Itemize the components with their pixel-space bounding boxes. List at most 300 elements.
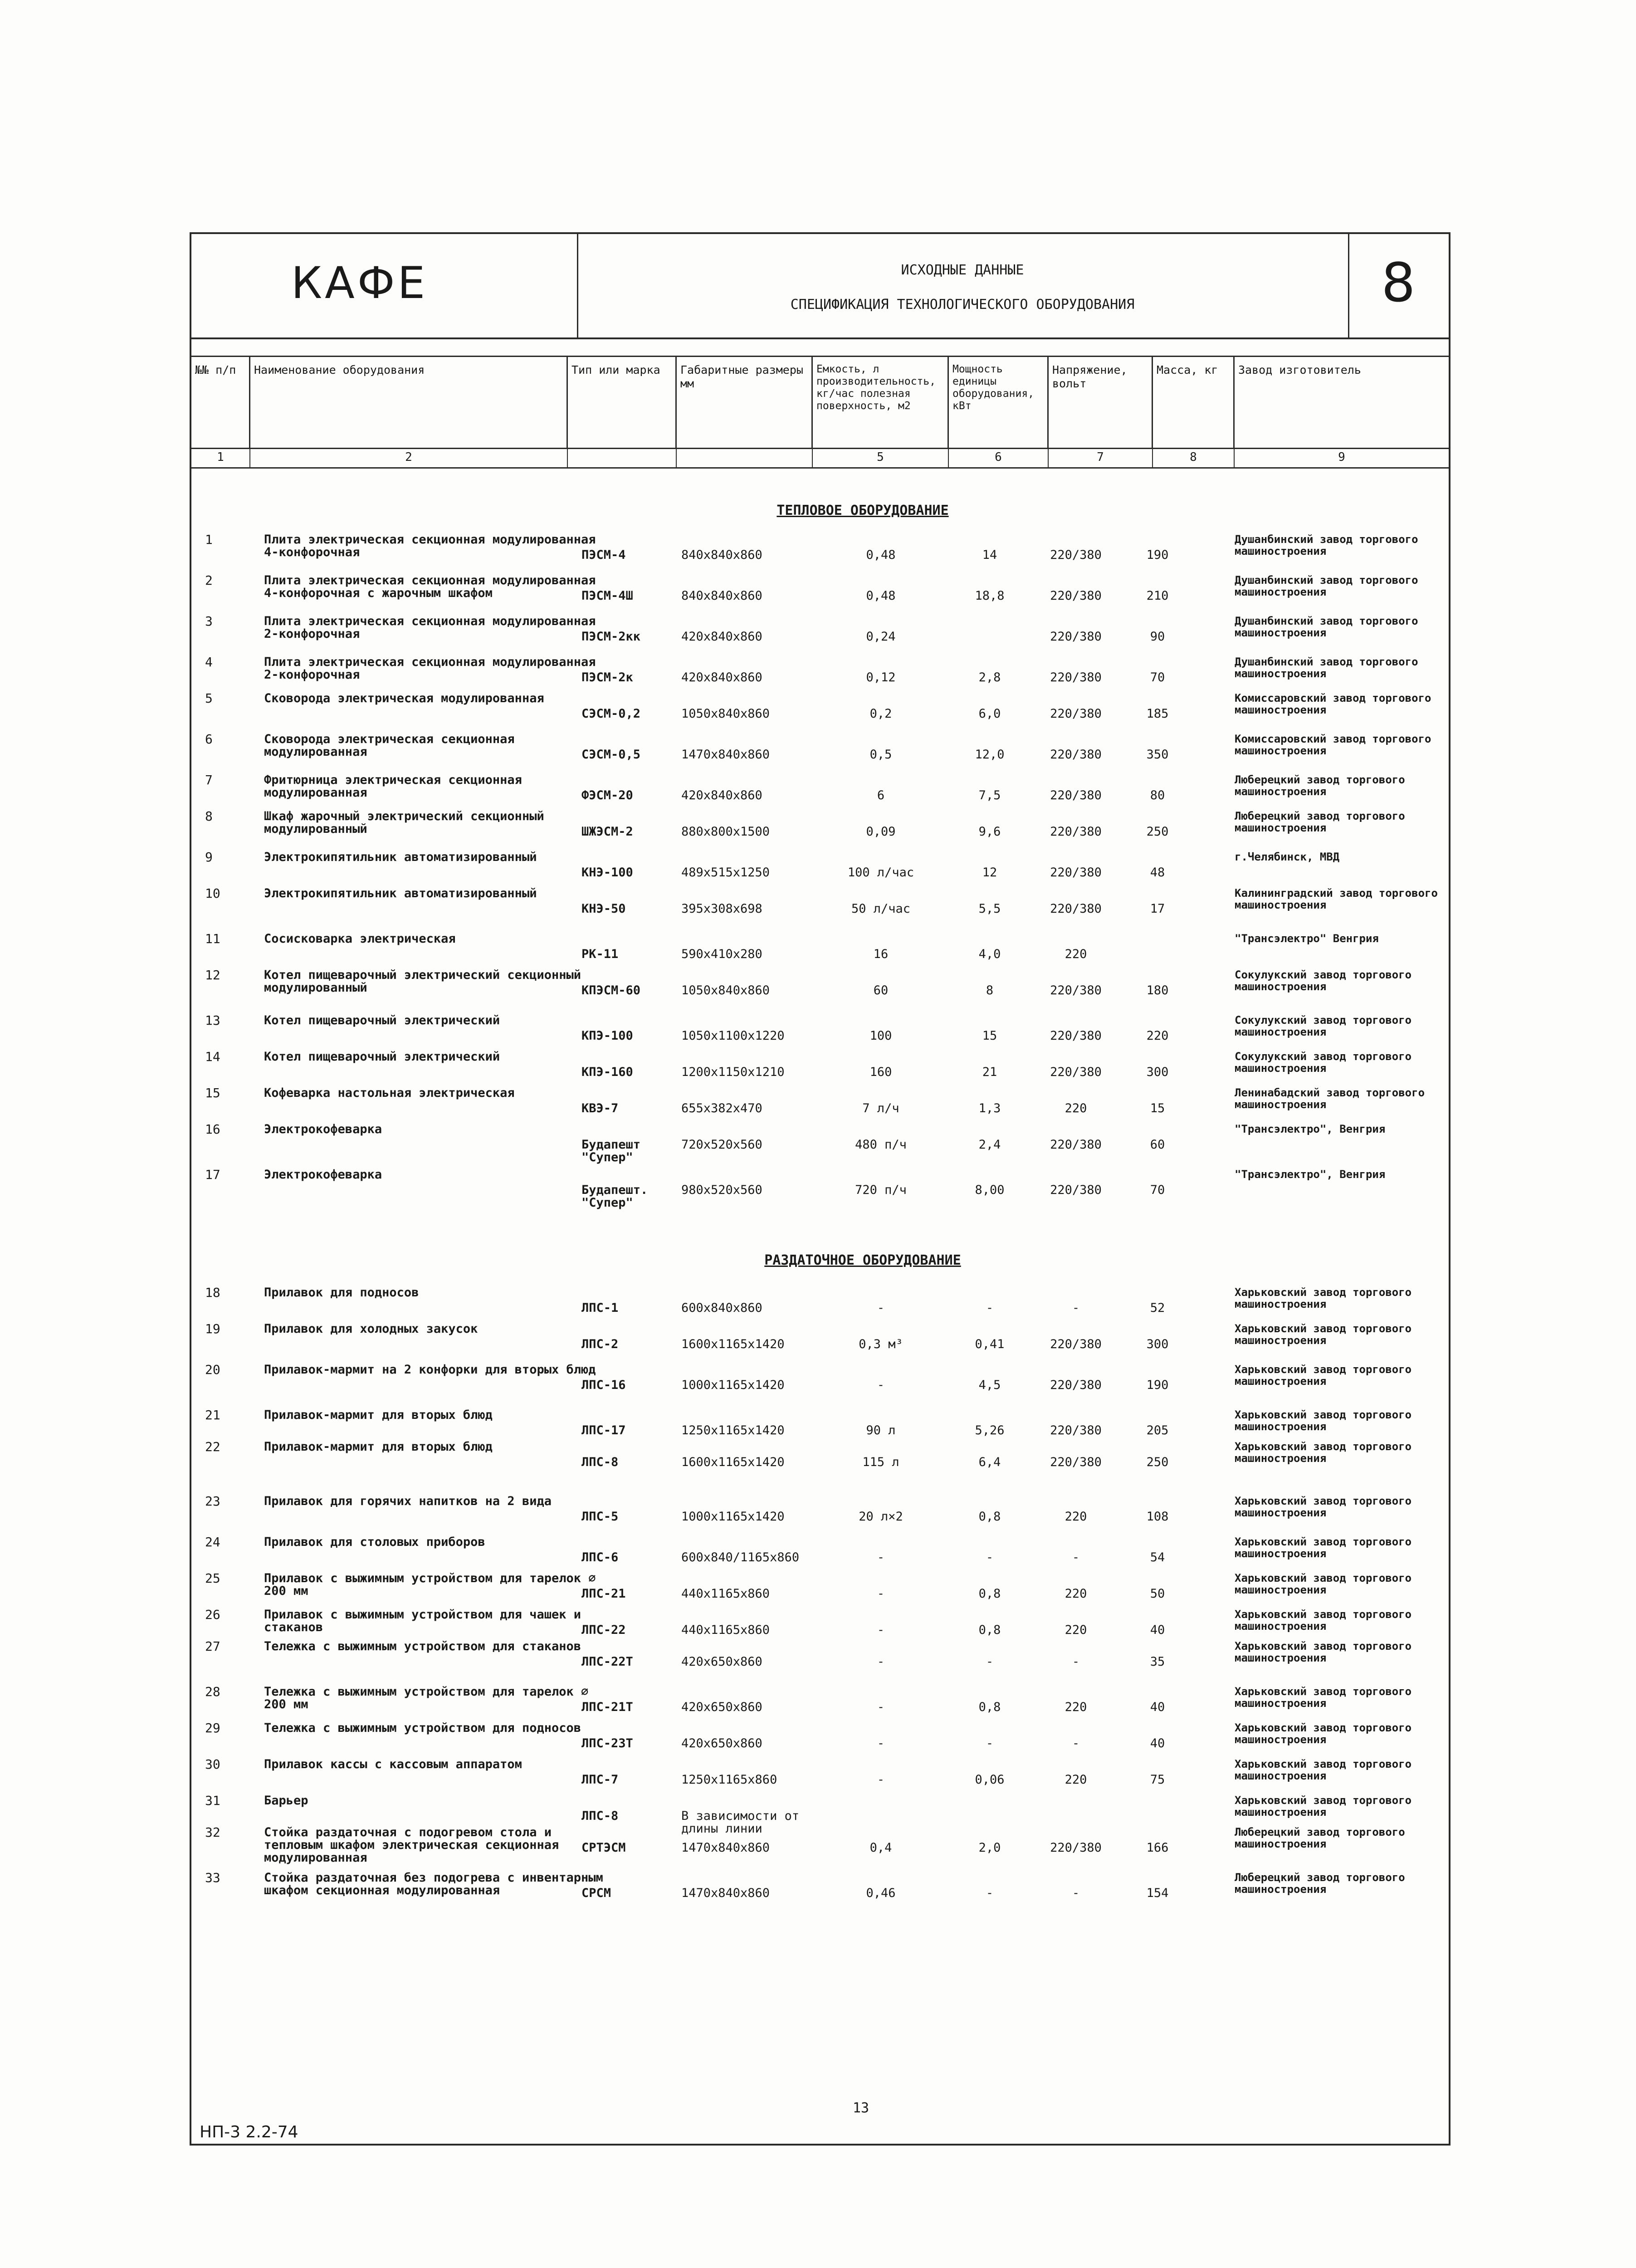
equipment-name: Котел пищеварочный электрический	[264, 1013, 500, 1027]
equipment-name: Электрокофеварка	[264, 1122, 382, 1136]
equipment-dimensions: 420х840х860	[681, 670, 762, 684]
equipment-mass: 300	[1146, 1065, 1169, 1079]
equipment-type: ЛПС-17	[581, 1423, 626, 1437]
table-row	[191, 1825, 1449, 1865]
equipment-voltage: 220	[1065, 947, 1087, 961]
equipment-mass: 15	[1150, 1101, 1165, 1115]
equipment-type: КНЭ-50	[581, 902, 626, 916]
equipment-mass: 250	[1146, 1455, 1169, 1469]
equipment-type: КПЭ-160	[581, 1065, 633, 1079]
equipment-type: ЛПС-1	[581, 1301, 619, 1315]
equipment-manufacturer: Комиссаровский завод торгового машиностроения	[1235, 733, 1431, 757]
equipment-manufacturer: "Трансэлектро" Венгрия	[1235, 932, 1379, 945]
equipment-type: СЭСМ-0,2	[581, 707, 641, 721]
equipment-type: ЛПС-16	[581, 1378, 626, 1392]
equipment-dimensions: 1200х1150х1210	[681, 1065, 785, 1079]
table-row	[191, 933, 1449, 964]
equipment-name: Плита электрическая секционная модулированная 4-конфорочная с жарочным шкафом	[264, 573, 596, 600]
table-row	[191, 1758, 1449, 1790]
equipment-manufacturer: Харьковский завод торгового машиностроения	[1235, 1495, 1412, 1519]
equipment-mass: 40	[1150, 1736, 1165, 1750]
equipment-name: Плита электрическая секционная модулированная 2-конфорочная	[264, 614, 596, 641]
equipment-type: ФЭСМ-20	[581, 788, 633, 802]
equipment-manufacturer: Ленинабадский завод торгового машиностроения	[1235, 1086, 1425, 1111]
table-row	[191, 969, 1449, 1001]
col-header-no: №№ п/п	[191, 357, 250, 448]
equipment-mass: 17	[1150, 902, 1165, 916]
table-row	[191, 1608, 1449, 1640]
col-header-manufacturer: Завод изготовитель	[1238, 363, 1361, 376]
equipment-power: 0,8	[978, 1587, 1001, 1601]
document-code-stamp: НП-3 2.2-74	[200, 2123, 298, 2141]
sheet-number-cell	[1348, 234, 1449, 337]
equipment-manufacturer: Сокулукский завод торгового машиностроения	[1235, 1014, 1412, 1038]
equipment-type: СРТЭСМ	[581, 1841, 626, 1855]
equipment-type: ШЖЭСМ-2	[581, 825, 633, 839]
column-header-row	[191, 356, 1449, 449]
equipment-capacity: 0,48	[866, 548, 896, 562]
equipment-voltage: 220/380	[1050, 902, 1102, 916]
equipment-power: -	[986, 1736, 994, 1750]
equipment-name: Электрокофеварка	[264, 1168, 382, 1182]
equipment-mass: 190	[1146, 548, 1169, 562]
equipment-capacity: -	[877, 1587, 885, 1601]
col-header-type: Тип или марка	[568, 357, 677, 448]
equipment-voltage: 220/380	[1050, 825, 1102, 839]
equipment-name: Прилавок-мармит для вторых блюд	[264, 1408, 493, 1422]
equipment-manufacturer: Харьковский завод торгового машиностроения	[1235, 1535, 1412, 1560]
equipment-voltage: 220/380	[1050, 865, 1102, 880]
equipment-dimensions: 440х1165х860	[681, 1623, 770, 1637]
row-number: 7	[205, 772, 213, 787]
equipment-power: -	[986, 1550, 994, 1564]
col-number: 2	[250, 448, 568, 467]
equipment-type: ЛПС-21	[581, 1587, 626, 1601]
row-number: 29	[205, 1721, 220, 1735]
equipment-manufacturer: Комиссаровский завод торгового машиностроения	[1235, 692, 1431, 716]
equipment-manufacturer: Люберецкий завод торгового машиностроения	[1235, 773, 1405, 798]
equipment-capacity: 100	[869, 1029, 892, 1043]
equipment-type: КПЭ-100	[581, 1029, 633, 1043]
equipment-voltage: 220	[1065, 1510, 1087, 1524]
equipment-dimensions: 1050х1100х1220	[681, 1029, 785, 1043]
equipment-power: 18,8	[975, 589, 1005, 603]
equipment-voltage: 220/380	[1050, 630, 1102, 644]
equipment-power: 21	[982, 1065, 997, 1079]
equipment-dimensions: 600х840х860	[681, 1301, 762, 1315]
equipment-capacity: 6	[877, 788, 885, 802]
column-number-row	[191, 448, 1449, 469]
table-row	[191, 1536, 1449, 1568]
equipment-name: Электрокипятильник автоматизированный	[264, 886, 537, 900]
row-number: 13	[205, 1013, 220, 1028]
equipment-voltage: 220	[1065, 1700, 1087, 1714]
col-header-voltage: Напряжение, вольт	[1049, 357, 1153, 448]
equipment-name: Стойка раздаточная с подогревом стола и тепловым шкафом электрическая секционная модулированная	[264, 1825, 559, 1865]
row-number: 28	[205, 1684, 220, 1699]
equipment-power: 15	[982, 1029, 997, 1043]
equipment-voltage: 220/380	[1050, 670, 1102, 684]
equipment-voltage: 220	[1065, 1101, 1087, 1115]
equipment-type: ЛПС-7	[581, 1773, 619, 1787]
equipment-type: ЛПС-2	[581, 1337, 619, 1351]
equipment-voltage: 220/380	[1050, 1029, 1102, 1043]
equipment-power: 0,06	[975, 1773, 1005, 1787]
equipment-dimensions: 1470х840х860	[681, 1841, 770, 1855]
equipment-capacity: 0,46	[866, 1886, 896, 1900]
equipment-mass: 70	[1150, 1183, 1165, 1197]
col-number: 1	[191, 448, 250, 467]
equipment-name: Прилавок для горячих напитков на 2 вида	[264, 1494, 552, 1508]
row-number: 26	[205, 1607, 220, 1622]
equipment-capacity: -	[877, 1736, 885, 1750]
col-header-dimensions: Габаритные размеры мм	[677, 357, 813, 448]
title-cell	[577, 234, 1349, 337]
equipment-dimensions: 1470х840х860	[681, 748, 770, 762]
equipment-mass: 50	[1150, 1587, 1165, 1601]
equipment-voltage: -	[1072, 1736, 1080, 1750]
equipment-type: ПЭСМ-4	[581, 548, 626, 562]
equipment-capacity: 115 л	[862, 1455, 899, 1469]
equipment-manufacturer: Сокулукский завод торгового машиностроения	[1235, 968, 1412, 993]
equipment-mass: 48	[1150, 865, 1165, 880]
document-subtitle: СПЕЦИФИКАЦИЯ ТЕХНОЛОГИЧЕСКОГО ОБОРУДОВАНИЯ	[790, 297, 1135, 313]
equipment-name: Прилавок для холодных закусок	[264, 1322, 478, 1336]
row-number: 19	[205, 1321, 220, 1336]
equipment-manufacturer: Харьковский завод торгового машиностроения	[1235, 1608, 1412, 1633]
table-row	[191, 1409, 1449, 1441]
equipment-capacity: 160	[869, 1065, 892, 1079]
equipment-type: ЛПС-22Т	[581, 1655, 633, 1669]
table-row	[191, 810, 1449, 842]
row-number: 16	[205, 1122, 220, 1137]
col-number: 6	[949, 448, 1049, 467]
table-row	[191, 1286, 1449, 1318]
equipment-dimensions: 655х382х470	[681, 1101, 762, 1115]
equipment-voltage: 220/380	[1050, 1423, 1102, 1437]
equipment-capacity: 0,24	[866, 630, 896, 644]
equipment-capacity: 0,48	[866, 589, 896, 603]
row-number: 33	[205, 1870, 220, 1885]
equipment-voltage: -	[1072, 1550, 1080, 1564]
equipment-manufacturer: г.Челябинск, МВД	[1235, 850, 1340, 863]
row-number: 10	[205, 886, 220, 901]
table-row	[191, 774, 1449, 806]
equipment-type: ЛПС-8	[581, 1455, 619, 1469]
equipment-capacity: -	[877, 1301, 885, 1315]
equipment-voltage: 220/380	[1050, 1841, 1102, 1855]
equipment-name: Прилавок-мармит для вторых блюд	[264, 1440, 493, 1454]
equipment-type: ЛПС-22	[581, 1623, 626, 1637]
col-header-capacity: Емкость, л производительность, кг/час полезная поверхность, м2	[813, 357, 949, 448]
equipment-voltage: 220	[1065, 1587, 1087, 1601]
equipment-voltage: 220/380	[1050, 707, 1102, 721]
equipment-capacity: -	[877, 1623, 885, 1637]
equipment-dimensions: 1050х840х860	[681, 707, 770, 721]
equipment-type: КВЭ-7	[581, 1101, 619, 1115]
equipment-dimensions: 1250х1165х860	[681, 1773, 777, 1787]
equipment-capacity: 0,2	[869, 707, 892, 721]
col-header-power: Мощность единицы оборудования, кВт	[949, 357, 1049, 448]
equipment-mass: 40	[1150, 1700, 1165, 1714]
col-number	[677, 448, 813, 467]
equipment-dimensions: 420х650х860	[681, 1736, 762, 1750]
equipment-name: Котел пищеварочный электрический	[264, 1050, 500, 1064]
equipment-dimensions: 600х840/1165х860	[681, 1550, 800, 1564]
equipment-capacity: 480 п/ч	[855, 1138, 907, 1152]
equipment-type: Будапешт. "Супер"	[581, 1183, 648, 1210]
equipment-name: Сосисковарка электрическая	[264, 932, 456, 946]
table-row	[191, 1051, 1449, 1082]
equipment-power: 4,0	[978, 947, 1001, 961]
equipment-type: ЛПС-21Т	[581, 1700, 633, 1714]
equipment-capacity: 7 л/ч	[862, 1101, 899, 1115]
equipment-manufacturer: Сокулукский завод торгового машиностроения	[1235, 1050, 1412, 1075]
equipment-name: Кофеварка настольная электрическая	[264, 1086, 515, 1100]
equipment-manufacturer: Харьковский завод торгового машиностроения	[1235, 1363, 1412, 1388]
equipment-dimensions: 440х1165х860	[681, 1587, 770, 1601]
equipment-capacity: 0,12	[866, 670, 896, 684]
equipment-manufacturer: Душанбинский завод торгового машиностроения	[1235, 574, 1418, 598]
equipment-power: 2,4	[978, 1138, 1001, 1152]
col-header-name: Наименование оборудования	[250, 357, 568, 448]
table-row	[191, 1722, 1449, 1754]
equipment-voltage: -	[1072, 1886, 1080, 1900]
equipment-name: Фритюрница электрическая секционная модулированная	[264, 773, 522, 800]
equipment-name: Прилавок для столовых приборов	[264, 1535, 485, 1549]
equipment-capacity: -	[877, 1773, 885, 1787]
equipment-name: Прилавок кассы с кассовым аппаратом	[264, 1757, 522, 1771]
table-row	[191, 733, 1449, 765]
equipment-capacity: 0,5	[869, 748, 892, 762]
equipment-name: Прилавок для подносов	[264, 1286, 419, 1300]
equipment-type: РК-11	[581, 947, 619, 961]
equipment-voltage: -	[1072, 1301, 1080, 1315]
equipment-voltage: 220/380	[1050, 548, 1102, 562]
row-number: 9	[205, 850, 213, 865]
equipment-voltage: 220/380	[1050, 1065, 1102, 1079]
equipment-name: Прилавок-мармит на 2 конфорки для вторых блюд	[264, 1363, 596, 1377]
equipment-capacity: 90 л	[866, 1423, 896, 1437]
row-number: 5	[205, 691, 213, 706]
equipment-voltage: 220/380	[1050, 589, 1102, 603]
row-number: 21	[205, 1408, 220, 1422]
row-number: 6	[205, 732, 213, 747]
equipment-mass: 75	[1150, 1773, 1165, 1787]
equipment-name: Тележка с выжимным устройством для подносов	[264, 1721, 581, 1735]
page-number: 13	[853, 2100, 869, 2116]
equipment-capacity: 720 п/ч	[855, 1183, 907, 1197]
equipment-dimensions: 1600х1165х1420	[681, 1337, 785, 1351]
equipment-manufacturer: Харьковский завод торгового машиностроения	[1235, 1685, 1412, 1710]
table-row	[191, 1122, 1449, 1164]
equipment-capacity: 0,3 м³	[859, 1337, 903, 1351]
table-row	[191, 1087, 1449, 1119]
equipment-power: 5,26	[975, 1423, 1005, 1437]
table-row	[191, 1014, 1449, 1046]
equipment-type: ПЭСМ-4Ш	[581, 589, 633, 603]
equipment-dimensions: 720х520х560	[681, 1138, 762, 1152]
table-row	[191, 533, 1449, 565]
equipment-dimensions: В зависимости от длины линии	[681, 1809, 800, 1836]
equipment-mass: 300	[1146, 1337, 1169, 1351]
equipment-type: ЛПС-6	[581, 1550, 619, 1564]
equipment-mass: 166	[1146, 1841, 1169, 1855]
equipment-name: Прилавок с выжимным устройством для тарелок ∅ 200 мм	[264, 1571, 596, 1598]
equipment-power: 6,4	[978, 1455, 1001, 1469]
equipment-mass: 154	[1146, 1886, 1169, 1900]
sheet-number: 8	[1381, 251, 1416, 314]
table-row	[191, 1167, 1449, 1210]
equipment-power: 6,0	[978, 707, 1001, 721]
equipment-dimensions: 590х410х280	[681, 947, 762, 961]
equipment-manufacturer: Люберецкий завод торгового машиностроения	[1235, 1871, 1405, 1896]
row-number: 18	[205, 1285, 220, 1300]
row-number: 12	[205, 968, 220, 982]
equipment-voltage: 220	[1065, 1773, 1087, 1787]
equipment-capacity: 100 л/час	[847, 865, 914, 880]
section-heading-serving: РАЗДАТОЧНОЕ ОБОРУДОВАНИЕ	[764, 1252, 961, 1268]
equipment-name: Стойка раздаточная без подогрева с инвентарным шкафом секционная модулированная	[264, 1871, 603, 1897]
row-number: 4	[205, 655, 213, 670]
equipment-manufacturer: "Трансэлектро", Венгрия	[1235, 1123, 1386, 1135]
row-number: 17	[205, 1167, 220, 1182]
equipment-voltage: 220/380	[1050, 1378, 1102, 1392]
table-row	[191, 1495, 1449, 1527]
table-row	[191, 1364, 1449, 1395]
equipment-name: Тележка с выжимным устройством для тарелок ∅ 200 мм	[264, 1685, 589, 1711]
equipment-capacity: 60	[873, 983, 889, 997]
row-number: 14	[205, 1049, 220, 1064]
equipment-dimensions: 1000х1165х1420	[681, 1378, 785, 1392]
equipment-type: Будапешт "Супер"	[581, 1138, 641, 1164]
equipment-voltage: -	[1072, 1655, 1080, 1669]
equipment-capacity: 20 л×2	[859, 1510, 903, 1524]
equipment-manufacturer: Харьковский завод торгового машиностроения	[1235, 1758, 1412, 1782]
equipment-power: 2,8	[978, 670, 1001, 684]
table-row	[191, 574, 1449, 606]
table-row	[191, 1441, 1449, 1472]
equipment-voltage: 220	[1065, 1623, 1087, 1637]
equipment-power: 0,8	[978, 1623, 1001, 1637]
equipment-power: 0,41	[975, 1337, 1005, 1351]
row-number: 11	[205, 931, 220, 946]
equipment-manufacturer: Харьковский завод торгового машиностроения	[1235, 1572, 1412, 1596]
row-number: 3	[205, 614, 213, 629]
row-number: 20	[205, 1362, 220, 1377]
equipment-dimensions: 1000х1165х1420	[681, 1510, 785, 1524]
equipment-manufacturer: Харьковский завод торгового машиностроения	[1235, 1440, 1412, 1465]
equipment-mass: 52	[1150, 1301, 1165, 1315]
equipment-power: -	[986, 1886, 994, 1900]
table-row	[191, 851, 1449, 883]
equipment-voltage: 220/380	[1050, 1138, 1102, 1152]
equipment-name: Сковорода электрическая модулированная	[264, 691, 544, 705]
equipment-dimensions: 840х840х860	[681, 589, 762, 603]
equipment-manufacturer: Харьковский завод торгового машиностроения	[1235, 1286, 1412, 1310]
col-number: 7	[1049, 448, 1153, 467]
equipment-manufacturer: Харьковский завод торгового машиностроения	[1235, 1408, 1412, 1433]
equipment-mass: 40	[1150, 1623, 1165, 1637]
row-number: 1	[205, 532, 213, 547]
row-number: 30	[205, 1757, 220, 1772]
equipment-name: Электрокипятильник автоматизированный	[264, 850, 537, 864]
equipment-dimensions: 1050х840х860	[681, 983, 770, 997]
equipment-capacity: -	[877, 1700, 885, 1714]
document-title: ИСХОДНЫЕ ДАННЫЕ	[901, 262, 1024, 278]
row-number: 27	[205, 1639, 220, 1654]
col-number: 9	[1338, 450, 1345, 464]
equipment-type: ЛПС-23Т	[581, 1736, 633, 1750]
equipment-dimensions: 1250х1165х1420	[681, 1423, 785, 1437]
equipment-mass: 54	[1150, 1550, 1165, 1564]
equipment-manufacturer: Душанбинский завод торгового машиностроения	[1235, 615, 1418, 639]
equipment-power: 12	[982, 865, 997, 880]
row-number: 32	[205, 1825, 220, 1840]
equipment-mass: 180	[1146, 983, 1169, 997]
equipment-capacity: 0,4	[869, 1841, 892, 1855]
equipment-name: Плита электрическая секционная модулированная 4-конфорочная	[264, 533, 596, 559]
equipment-voltage: 220/380	[1050, 1337, 1102, 1351]
table-row	[191, 615, 1449, 647]
equipment-mass: 60	[1150, 1138, 1165, 1152]
title-block	[191, 234, 1449, 339]
col-number: 5	[813, 448, 949, 467]
equipment-name: Плита электрическая секционная модулированная 2-конфорочная	[264, 655, 596, 682]
col-number: 8	[1153, 448, 1235, 467]
equipment-power: 8	[986, 983, 994, 997]
equipment-name: Шкаф жарочный электрический секционный модулированный	[264, 809, 544, 836]
equipment-manufacturer: Калининградский завод торгового машиностроения	[1235, 887, 1438, 911]
table-row	[191, 887, 1449, 919]
equipment-type: ЛПС-8	[581, 1809, 619, 1823]
equipment-manufacturer: "Трансэлектро", Венгрия	[1235, 1168, 1386, 1181]
table-row	[191, 1323, 1449, 1354]
equipment-name: Тележка с выжимным устройством для стаканов	[264, 1639, 581, 1653]
row-number: 25	[205, 1571, 220, 1586]
equipment-type: СРСМ	[581, 1886, 611, 1900]
equipment-mass: 80	[1150, 788, 1165, 802]
equipment-power: 1,3	[978, 1101, 1001, 1115]
equipment-type: ПЭСМ-2к	[581, 670, 633, 684]
row-number: 23	[205, 1494, 220, 1509]
equipment-type: КНЭ-100	[581, 865, 633, 880]
equipment-mass: 250	[1146, 825, 1169, 839]
equipment-power: 4,5	[978, 1378, 1001, 1392]
equipment-type: СЭСМ-0,5	[581, 748, 641, 762]
equipment-name: Прилавок с выжимным устройством для чашек и стаканов	[264, 1608, 581, 1634]
equipment-voltage: 220/380	[1050, 1183, 1102, 1197]
equipment-capacity: -	[877, 1550, 885, 1564]
equipment-capacity: 0,09	[866, 825, 896, 839]
equipment-dimensions: 489х515х1250	[681, 865, 770, 880]
table-row	[191, 1572, 1449, 1604]
equipment-power: 8,00	[975, 1183, 1005, 1197]
equipment-name: Сковорода электрическая секционная модулированная	[264, 732, 515, 759]
equipment-power: -	[986, 1301, 994, 1315]
equipment-type: КПЭСМ-60	[581, 983, 641, 997]
table-row	[191, 656, 1449, 688]
equipment-dimensions: 420х840х860	[681, 788, 762, 802]
equipment-dimensions: 880х800х1500	[681, 825, 770, 839]
equipment-mass: 220	[1146, 1029, 1169, 1043]
equipment-voltage: 220/380	[1050, 788, 1102, 802]
equipment-manufacturer: Харьковский завод торгового машиностроения	[1235, 1794, 1412, 1818]
table-row	[191, 1640, 1449, 1672]
equipment-power: 14	[982, 548, 997, 562]
spec-sheet	[190, 232, 1450, 2146]
equipment-mass: 205	[1146, 1423, 1169, 1437]
